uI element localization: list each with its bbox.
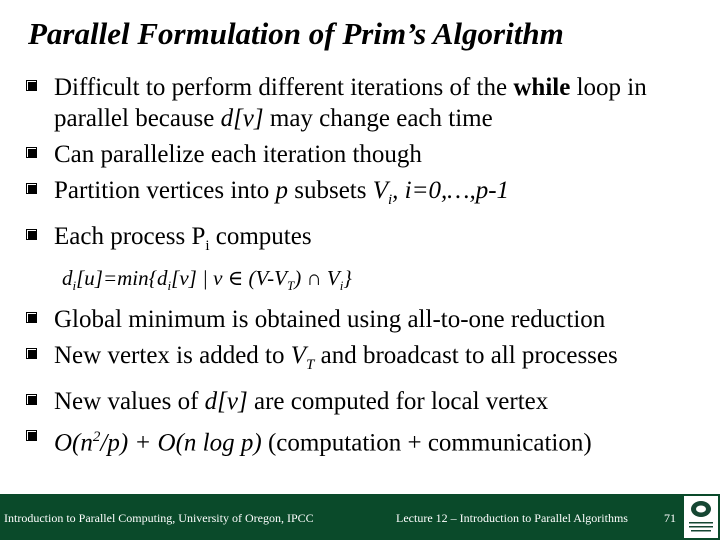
checkbox-bullet-icon <box>26 229 37 240</box>
formula-sub: i <box>72 278 77 294</box>
bullet-5 <box>26 304 716 335</box>
bullet-text: subsets <box>287 177 373 204</box>
bullet-text: loop in parallel because <box>54 74 647 132</box>
footer-lecture: Lecture 12 – Introduction to Parallel Algorithms <box>396 511 628 525</box>
formula-sub: i <box>339 278 344 294</box>
bullet-7 <box>26 386 716 417</box>
bullet-8 <box>26 422 716 458</box>
bullet-var: d[v] <box>220 105 264 132</box>
bullet-text: New vertex is added to <box>54 342 291 370</box>
checkbox-bullet-icon <box>26 312 37 323</box>
formula-part: } <box>343 266 352 290</box>
bullet-text: computes <box>209 223 312 250</box>
bullet-subscript: T <box>306 357 315 374</box>
bullet-text: Partition vertices into <box>54 177 276 204</box>
bullet-formula: /p) + O(n log p) <box>100 429 262 457</box>
bullet-text: may change each time <box>263 105 493 132</box>
bullet-text: are computed for local vertex <box>247 388 549 416</box>
formula <box>26 264 716 300</box>
bullet-formula: O(n <box>54 429 93 457</box>
bullet-4 <box>26 221 716 262</box>
bullet-2 <box>26 139 716 170</box>
bullet-var: V <box>290 342 307 370</box>
university-logo-icon <box>684 496 718 538</box>
formula-part: d <box>62 266 73 290</box>
checkbox-bullet-icon <box>26 183 37 194</box>
slide-footer <box>0 494 720 540</box>
bullet-text: New values of <box>54 388 205 416</box>
bullet-var: p <box>275 177 288 204</box>
formula-part: ) ∩ V <box>294 266 340 290</box>
bullet-list <box>26 72 716 464</box>
bullet-text: Difficult to perform different iterations of the <box>54 74 514 101</box>
bullet-text: , i=0,…,p-1 <box>392 177 510 204</box>
bullet-var: V <box>372 177 388 204</box>
bullet-text: Can parallelize each iteration though <box>54 141 422 168</box>
bullet-subscript: i <box>388 192 393 208</box>
bullet-superscript: 2 <box>92 429 101 446</box>
bullet-text: Global minimum is obtained using all-to-one reduction <box>54 306 606 334</box>
footer-course: Introduction to Parallel Computing, University of Oregon, IPCC <box>4 511 314 525</box>
checkbox-bullet-icon <box>26 394 37 405</box>
bullet-text: (computation + communication) <box>261 429 592 457</box>
bullet-6 <box>26 340 716 381</box>
bullet-text: Each process P <box>54 223 206 250</box>
bullet-subscript: i <box>205 238 210 254</box>
bullet-1 <box>26 72 716 134</box>
bullet-3 <box>26 175 716 216</box>
page-number: 71 <box>664 511 676 525</box>
bullet-var: d[v] <box>204 388 248 416</box>
checkbox-bullet-icon <box>26 348 37 359</box>
slide-title: Parallel Formulation of Prim’s Algorithm <box>28 16 564 51</box>
formula-sub: T <box>286 278 295 294</box>
formula-part: [u]=min{d <box>76 266 168 290</box>
bullet-text: and broadcast to all processes <box>314 342 618 370</box>
formula-part: [v] | v ∈ (V-V <box>171 266 287 290</box>
checkbox-bullet-icon <box>26 430 37 441</box>
checkbox-bullet-icon <box>26 147 37 158</box>
checkbox-bullet-icon <box>26 80 37 91</box>
bullet-keyword: while <box>513 74 571 101</box>
formula-sub: i <box>167 278 172 294</box>
